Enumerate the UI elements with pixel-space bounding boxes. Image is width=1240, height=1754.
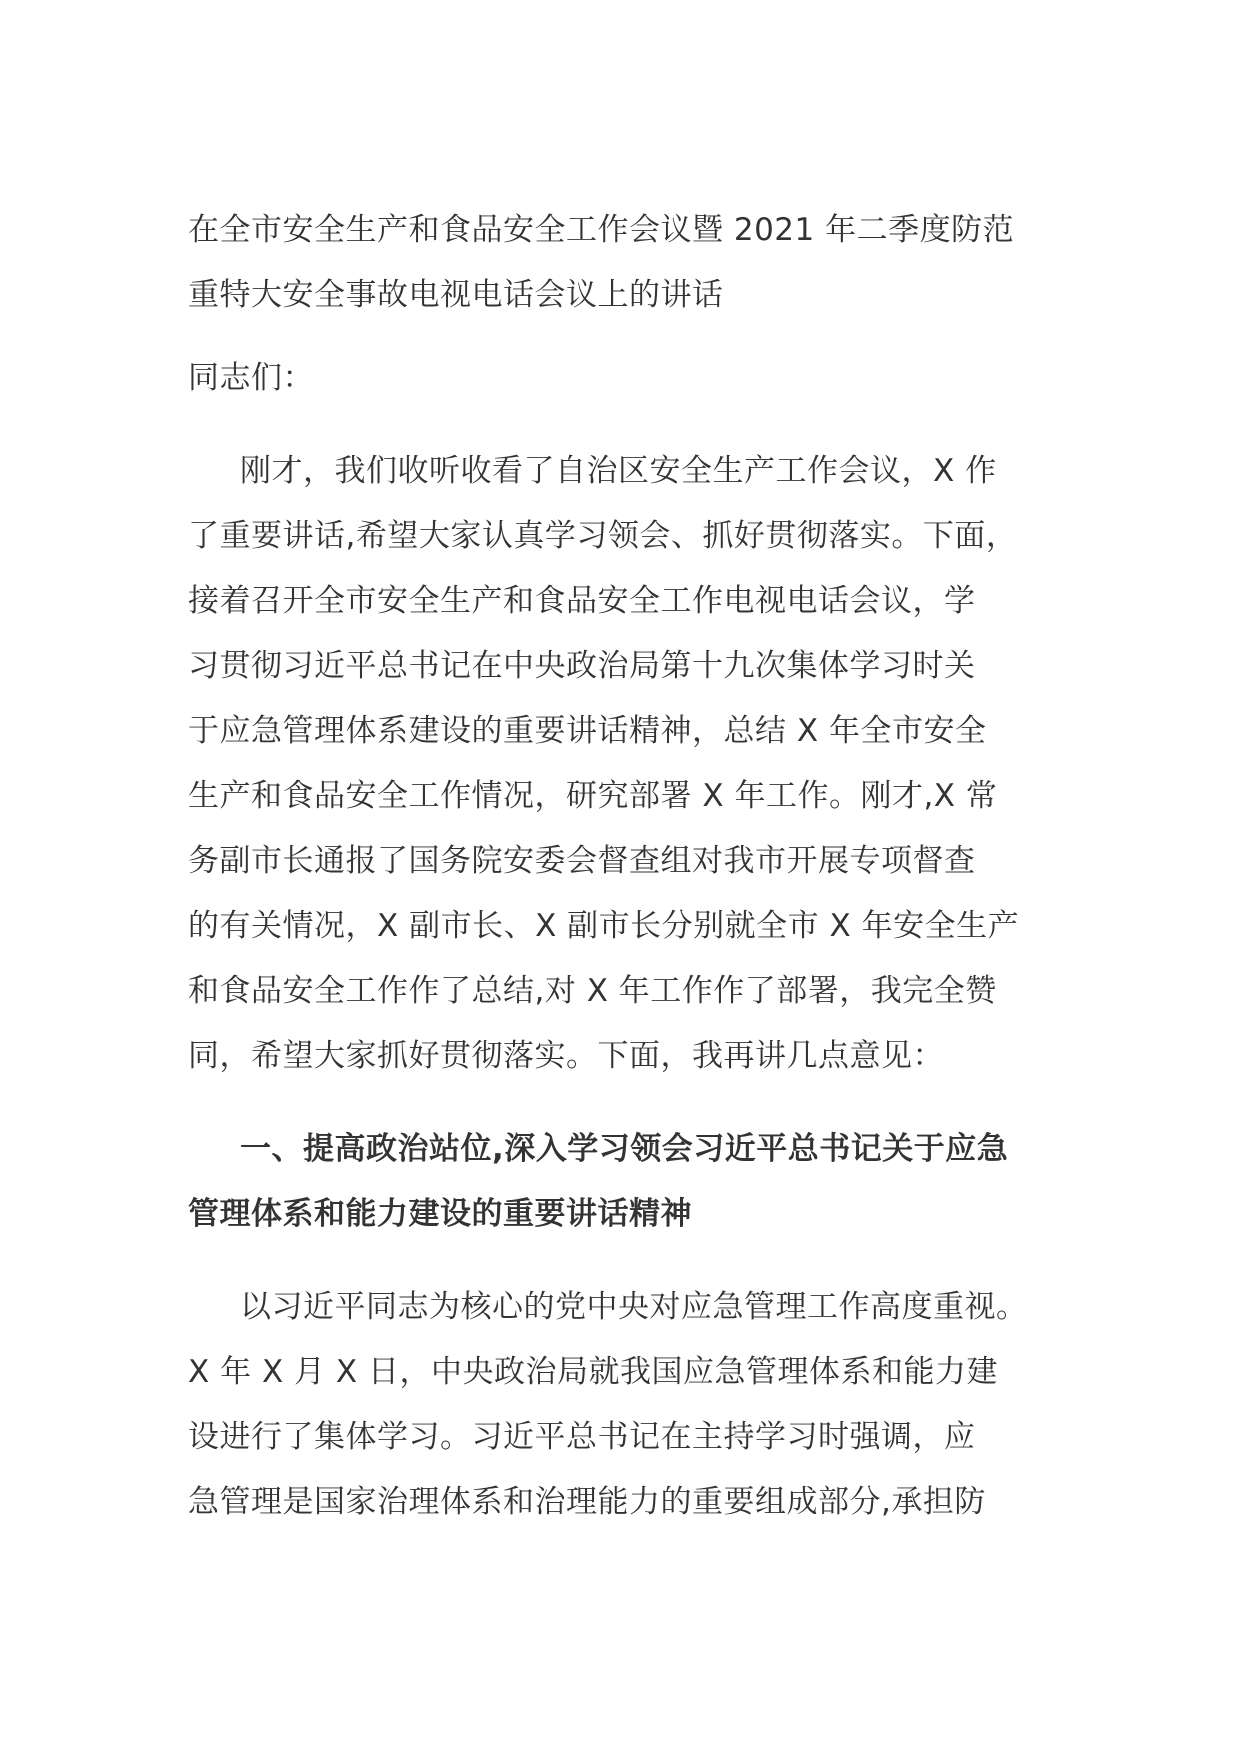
heading-line: 管理体系和能力建设的重要讲话精神: [188, 1196, 692, 1232]
paragraph-line: 接着召开全市安全生产和食品安全工作电视电话会议，学: [188, 583, 976, 619]
salutation: 同志们：: [188, 360, 314, 396]
paragraph-line: 刚才，我们收听收看了自治区安全生产工作会议，X 作: [240, 453, 997, 489]
paragraph-line: 同，希望大家抓好贯彻落实。下面，我再讲几点意见：: [188, 1038, 944, 1074]
document-body: [188, 198, 1058, 1535]
paragraph-1: [188, 439, 1058, 1089]
section-heading-1: [188, 1117, 1058, 1247]
heading-line: 一、提高政治站位,深入学习领会习近平总书记关于应急: [240, 1131, 1009, 1167]
paragraph-line: 务副市长通报了国务院安委会督查组对我市开展专项督查: [188, 843, 976, 879]
title-line-1: 在全市安全生产和食品安全工作会议暨 2021 年二季度防范: [188, 212, 1015, 248]
paragraph-line: X 年 X 月 X 日，中央政治局就我国应急管理体系和能力建: [188, 1354, 998, 1390]
paragraph-line: 以习近平同志为核心的党中央对应急管理工作高度重视。: [240, 1289, 1028, 1325]
paragraph-line: 于应急管理体系建设的重要讲话精神，总结 X 年全市安全: [188, 713, 987, 749]
paragraph-line: 习贯彻习近平总书记在中央政治局第十九次集体学习时关: [188, 648, 976, 684]
document-title: [188, 198, 1058, 328]
title-line-2: 重特大安全事故电视电话会议上的讲话: [188, 277, 724, 313]
paragraph-line: 和食品安全工作作了总结,对 X 年工作作了部署，我完全赞: [188, 973, 997, 1009]
paragraph-line: 生产和食品安全工作情况，研究部署 X 年工作。刚才,X 常: [188, 778, 998, 814]
paragraph-line: 设进行了集体学习。习近平总书记在主持学习时强调，应: [188, 1419, 976, 1455]
paragraph-line: 了重要讲话,希望大家认真学习领会、抓好贯彻落实。下面，: [188, 518, 1018, 554]
paragraph-2: [188, 1275, 1058, 1535]
paragraph-line: 的有关情况，X 副市长、X 副市长分别就全市 X 年安全生产: [188, 908, 1020, 944]
paragraph-line: 急管理是国家治理体系和治理能力的重要组成部分,承担防: [188, 1484, 986, 1520]
